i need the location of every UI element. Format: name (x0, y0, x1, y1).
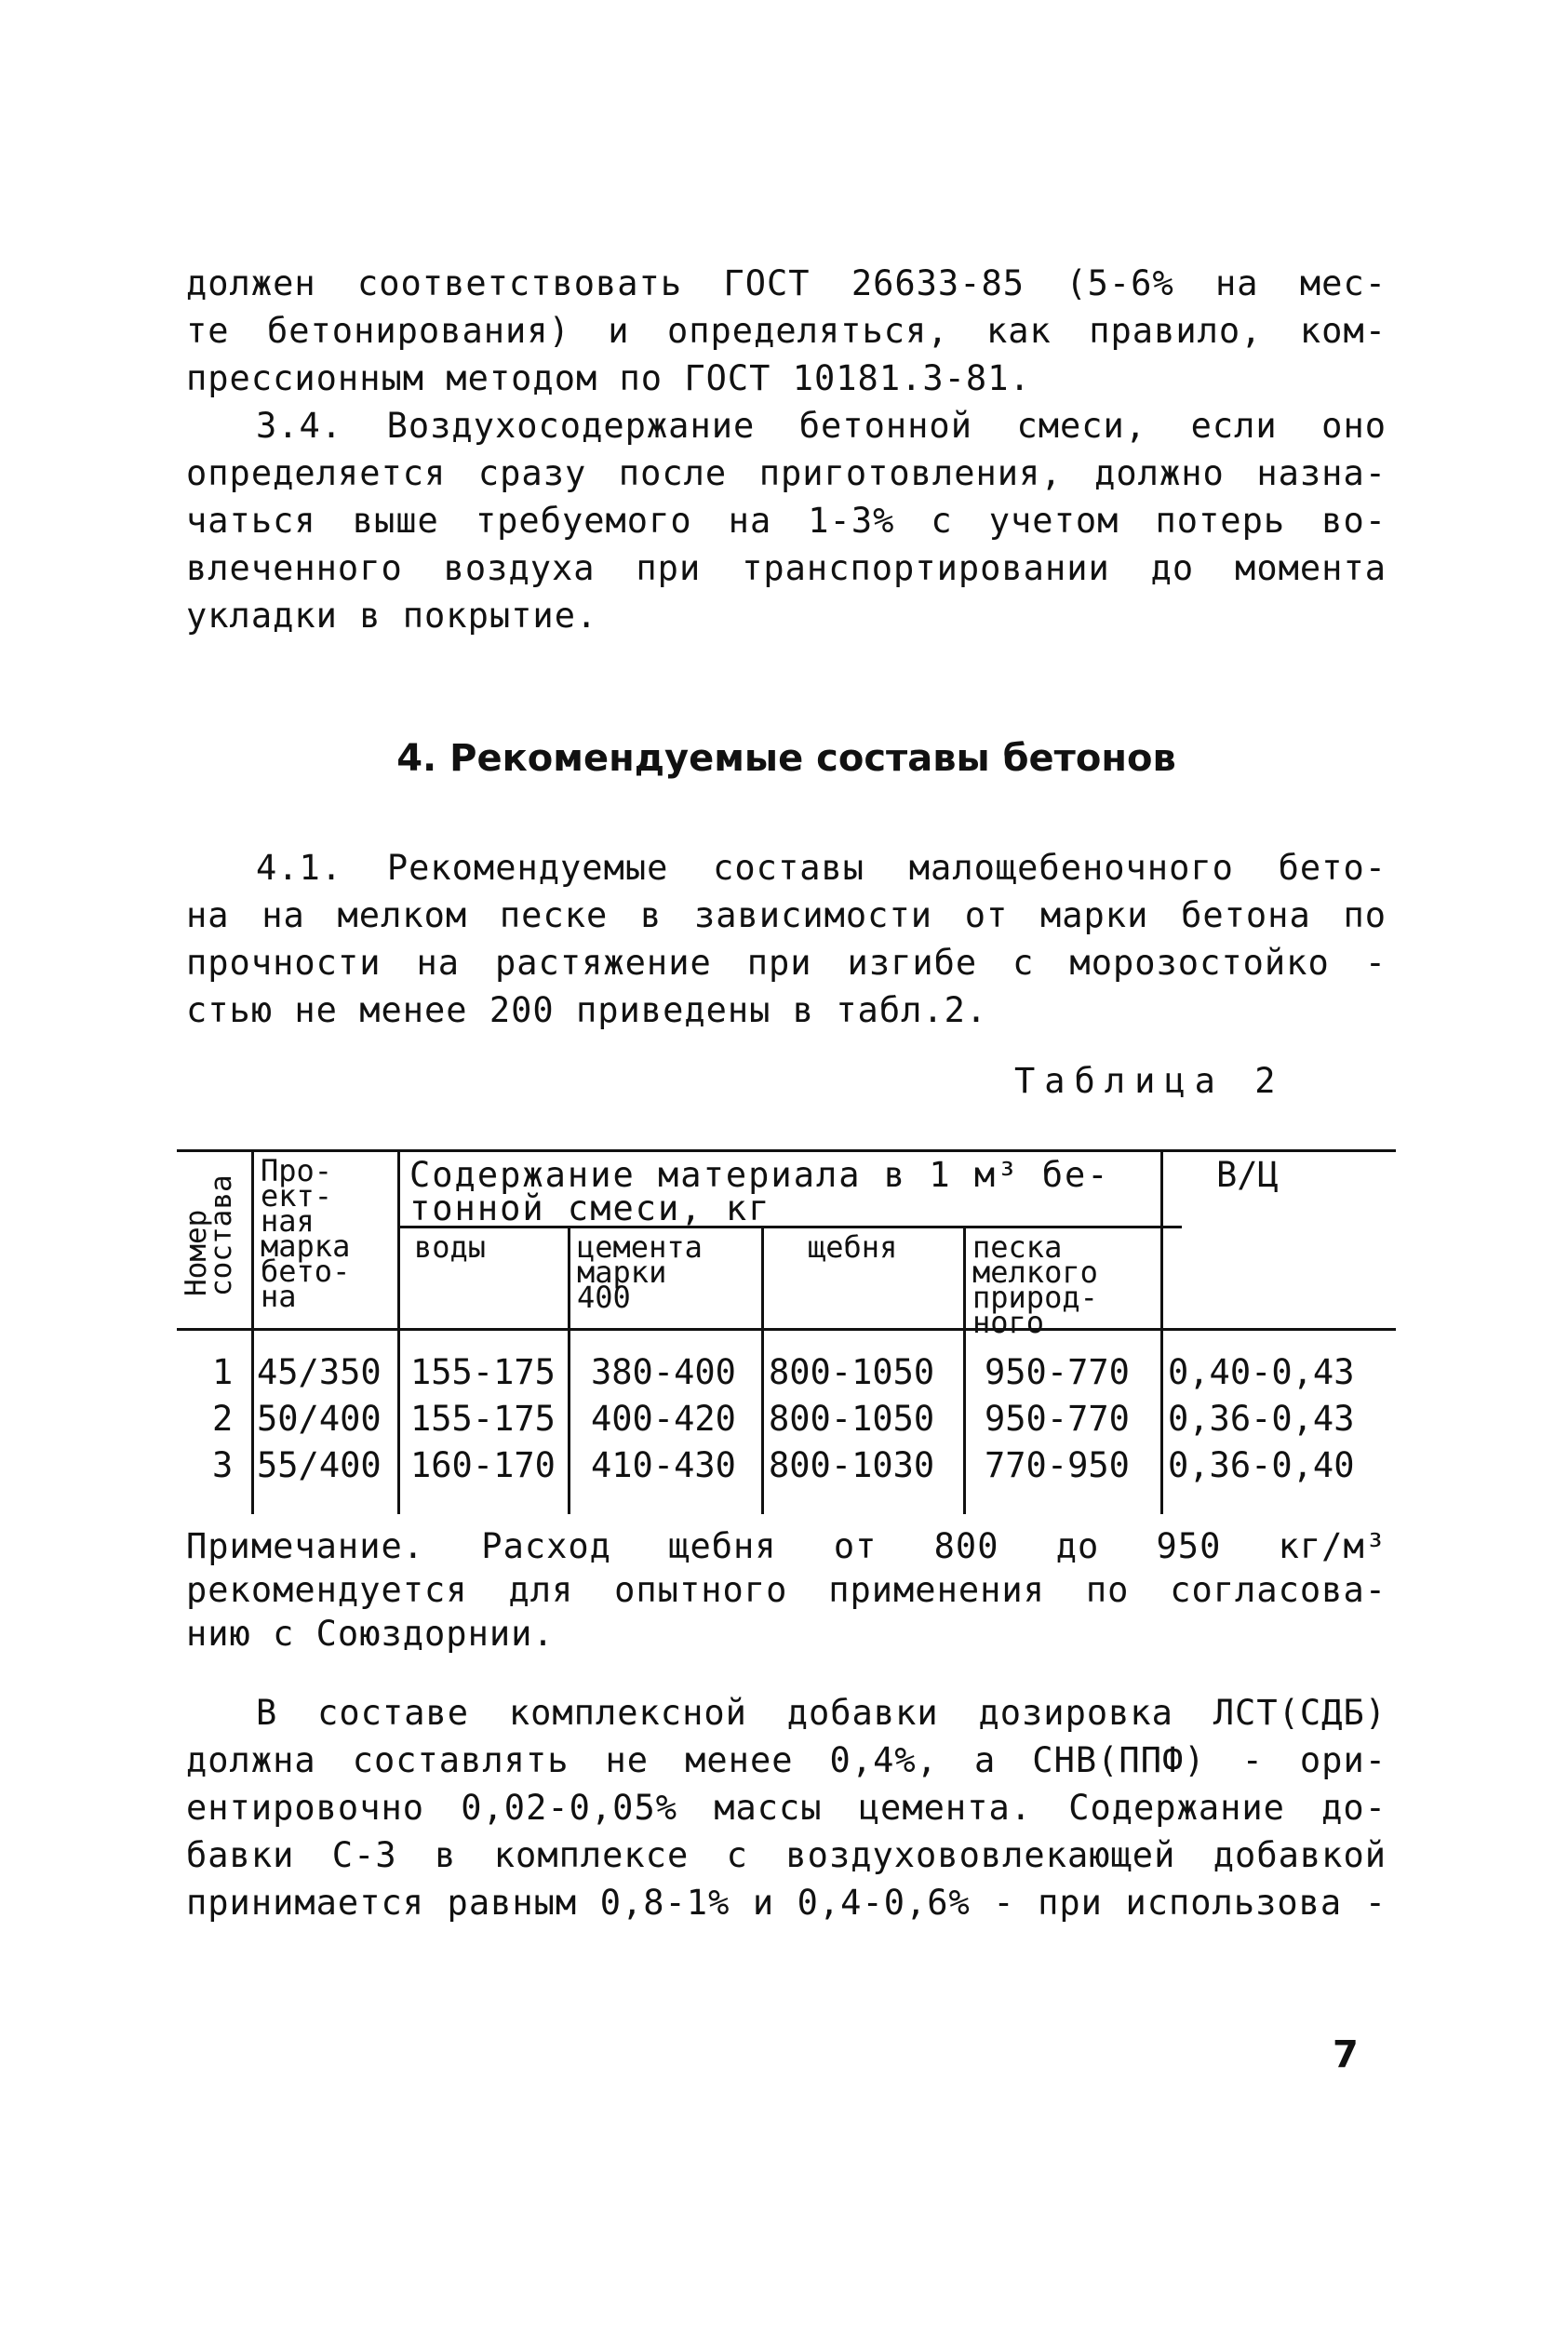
header-grade: Про- ект- ная марка бето- на (261, 1153, 351, 1314)
cell-grade: 50/400 (257, 1399, 382, 1439)
text-line: укладки в покрытие. (186, 596, 598, 636)
paragraph-additive (186, 1689, 1387, 1926)
column-divider (761, 1226, 764, 1514)
cell-wc: 0,36-0,43 (1168, 1399, 1355, 1439)
header-water: воды (414, 1229, 487, 1265)
page-number: 7 (1333, 2033, 1359, 2076)
row-number: 2 (212, 1399, 234, 1439)
cell-gravel: 800-1050 (769, 1399, 935, 1439)
cell-grade: 55/400 (257, 1445, 382, 1485)
row-number: 1 (212, 1352, 234, 1392)
cell-water: 155-175 (410, 1352, 556, 1392)
header-gravel: щебня (808, 1229, 898, 1265)
cell-sand: 950-770 (985, 1352, 1130, 1392)
paragraph-continuation (186, 260, 1387, 402)
text-line: прессионным методом по ГОСТ 10181.3-81. (186, 358, 1031, 398)
cell-grade: 45/350 (257, 1352, 382, 1392)
paragraph-4-1 (186, 844, 1387, 1034)
text-line: на на мелком песке в зависимости от марки бетона по (186, 895, 1387, 935)
header-wc: В/Ц (1216, 1155, 1279, 1195)
header-cement: цемента марки 400 (577, 1229, 703, 1315)
text-line: 4.1. Рекомендуемые составы малощебеночного бето- (256, 848, 1387, 888)
column-divider (1160, 1149, 1163, 1514)
text-line: Примечание. Расход щебня от 800 до 950 кг/м³ (186, 1526, 1387, 1566)
text-line: влеченного воздуха при транспортировании до момента (186, 548, 1387, 588)
cell-wc: 0,40-0,43 (1168, 1352, 1355, 1392)
table-top-rule (177, 1149, 1396, 1152)
text-line: должна составлять не менее 0,4%, а СНВ(ППФ) - ори- (186, 1740, 1387, 1780)
header-content-group: Содержание материала в 1 м³ бе- тонной смеси, кг (409, 1155, 1110, 1228)
text-line: бавки С-3 в комплексе с воздухововлекающей добавкой (186, 1835, 1387, 1875)
text-line: В составе комплексной добавки дозировка ЛСТ(СДБ) (256, 1693, 1387, 1733)
text-line: 3.4. Воздухосодержание бетонной смеси, если оно (256, 406, 1387, 446)
cell-wc: 0,36-0,40 (1168, 1445, 1355, 1485)
text-line: те бетонирования) и определяться, как правило, ком- (186, 311, 1387, 351)
cell-cement: 410-430 (591, 1445, 736, 1485)
header-sand: песка мелкого природ- ного (972, 1229, 1098, 1340)
table-note (186, 1524, 1387, 1656)
text-line: прочности на растяжение при изгибе с морозостойко - (186, 943, 1387, 983)
column-divider (251, 1149, 254, 1514)
table-caption: Таблица 2 (1014, 1061, 1285, 1101)
text-line: принимается равным 0,8-1% и 0,4-0,6% - при использова - (186, 1883, 1387, 1923)
text-line: рекомендуется для опытного применения по согласова- (186, 1570, 1387, 1610)
column-divider (397, 1149, 400, 1514)
cell-cement: 400-420 (591, 1399, 736, 1439)
text-line: нию с Союздорнии. (186, 1614, 555, 1654)
section-heading: 4. Рекомендуемые составы бетонов (396, 737, 1176, 780)
row-number: 3 (212, 1445, 234, 1485)
composition-table (177, 1149, 1396, 1514)
cell-water: 155-175 (410, 1399, 556, 1439)
column-divider (963, 1226, 966, 1514)
text-line: чаться выше требуемого на 1-3% с учетом потерь во- (186, 501, 1387, 541)
cell-gravel: 800-1050 (769, 1352, 935, 1392)
paragraph-3-4 (186, 402, 1387, 639)
cell-sand: 950-770 (985, 1399, 1130, 1439)
column-divider (568, 1226, 570, 1514)
cell-gravel: 800-1030 (769, 1445, 935, 1485)
cell-water: 160-170 (410, 1445, 556, 1485)
cell-cement: 380-400 (591, 1352, 736, 1392)
table-header-bottom-rule (177, 1328, 1396, 1331)
text-line: стью не менее 200 приведены в табл.2. (186, 990, 988, 1030)
text-line: должен соответствовать ГОСТ 26633-85 (5-6% на мес- (186, 263, 1387, 303)
header-number: Номер состава (180, 1174, 238, 1296)
text-line: ентировочно 0,02-0,05% массы цемента. Содержание до- (186, 1788, 1387, 1828)
text-line: определяется сразу после приготовления, должно назна- (186, 453, 1387, 493)
cell-sand: 770-950 (985, 1445, 1130, 1485)
